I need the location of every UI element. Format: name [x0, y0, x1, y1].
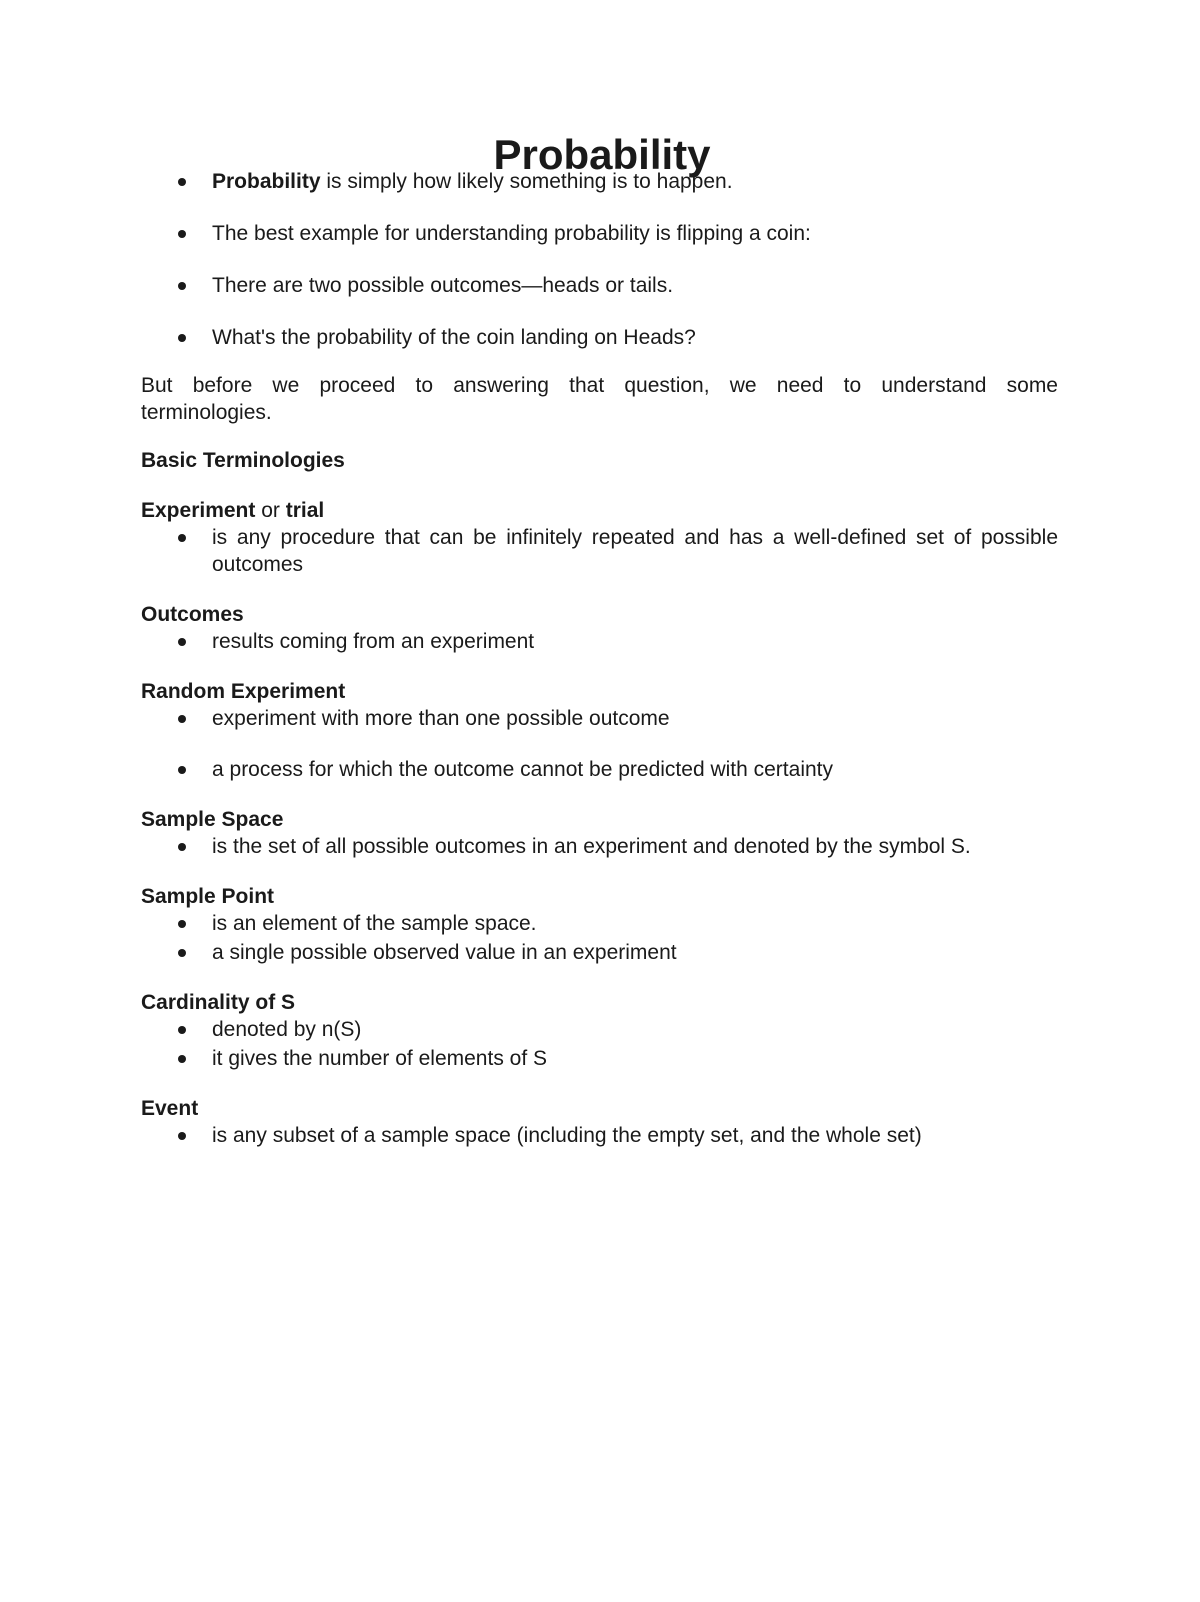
list-item-text: What's the probability of the coin landing on Heads?	[212, 326, 696, 349]
list-item	[141, 220, 1058, 247]
list-item-text: is an element of the sample space.	[212, 912, 537, 935]
list-item-text: There are two possible outcomes—heads or tails.	[212, 274, 674, 297]
list-item-text: is the set of all possible outcomes in an experiment and denoted by the symbol S.	[212, 835, 971, 858]
list-item	[141, 910, 1058, 937]
sample-space-list	[141, 833, 1058, 860]
list-item-text: it gives the number of elements of S	[212, 1047, 548, 1070]
term-heading-cardinality: Cardinality of S	[141, 991, 296, 1014]
list-item-text: a process for which the outcome cannot be predicted with certainty	[212, 758, 833, 781]
term-heading-random-experiment: Random Experiment	[141, 680, 346, 703]
list-item	[141, 628, 1058, 655]
bullet-icon	[178, 282, 186, 290]
bullet-icon	[178, 949, 186, 957]
list-item-text: is any subset of a sample space (including the empty set, and the whole set)	[212, 1124, 922, 1147]
bullet-icon	[178, 638, 186, 646]
bullet-icon	[178, 178, 186, 186]
list-item	[141, 324, 1058, 351]
list-item-text: results coming from an experiment	[212, 630, 535, 653]
bullet-icon	[178, 843, 186, 851]
list-item-text: a single possible observed value in an experiment	[212, 941, 677, 964]
random-experiment-list	[141, 705, 1058, 783]
intro-paragraph	[141, 372, 1058, 426]
list-item	[141, 939, 1058, 966]
list-item-text: denoted by n(S)	[212, 1018, 362, 1041]
section-heading: Basic Terminologies	[141, 449, 345, 472]
list-item	[141, 1045, 1058, 1072]
term-bold: Probability	[212, 170, 321, 193]
bullet-icon	[178, 715, 186, 723]
list-item	[141, 168, 1058, 195]
term-heading-connector: or	[255, 499, 286, 522]
list-item	[141, 833, 1058, 860]
outcomes-list	[141, 628, 1058, 655]
bullet-icon	[178, 766, 186, 774]
bullet-icon	[178, 1026, 186, 1034]
term-heading-experiment	[141, 497, 1058, 524]
list-item	[141, 705, 1058, 732]
bullet-icon	[178, 1132, 186, 1140]
list-item-text: is any procedure that can be infinitely repeated and has a well-defined set of possible outcomes	[212, 526, 1058, 576]
paragraph-line: terminologies.	[141, 401, 272, 424]
list-item	[141, 1016, 1058, 1043]
bullet-icon	[178, 230, 186, 238]
list-item	[141, 524, 1058, 578]
term-heading-sample-point: Sample Point	[141, 885, 275, 908]
term-heading-outcomes: Outcomes	[141, 603, 244, 626]
term-heading-bold: Experiment	[141, 499, 256, 522]
experiment-list	[141, 524, 1058, 578]
list-item-text: is simply how likely something is to happen.	[320, 170, 733, 193]
bullet-icon	[178, 920, 186, 928]
sample-point-list	[141, 910, 1058, 966]
list-item	[141, 756, 1058, 783]
bullet-icon	[178, 1055, 186, 1063]
paragraph-line: But before we proceed to answering that question, we need to understand some	[141, 374, 1058, 397]
cardinality-list	[141, 1016, 1058, 1072]
term-heading-sample-space: Sample Space	[141, 808, 284, 831]
page-title: Probability	[493, 131, 711, 178]
list-item-text: experiment with more than one possible outcome	[212, 707, 670, 730]
intro-list	[141, 168, 1058, 351]
list-item	[141, 1122, 1058, 1149]
term-heading-bold: trial	[285, 499, 325, 522]
bullet-icon	[178, 334, 186, 342]
list-item	[141, 272, 1058, 299]
term-heading-event: Event	[141, 1097, 199, 1120]
bullet-icon	[178, 534, 186, 542]
list-item-text: The best example for understanding probability is flipping a coin:	[212, 222, 811, 245]
event-list	[141, 1122, 1058, 1149]
